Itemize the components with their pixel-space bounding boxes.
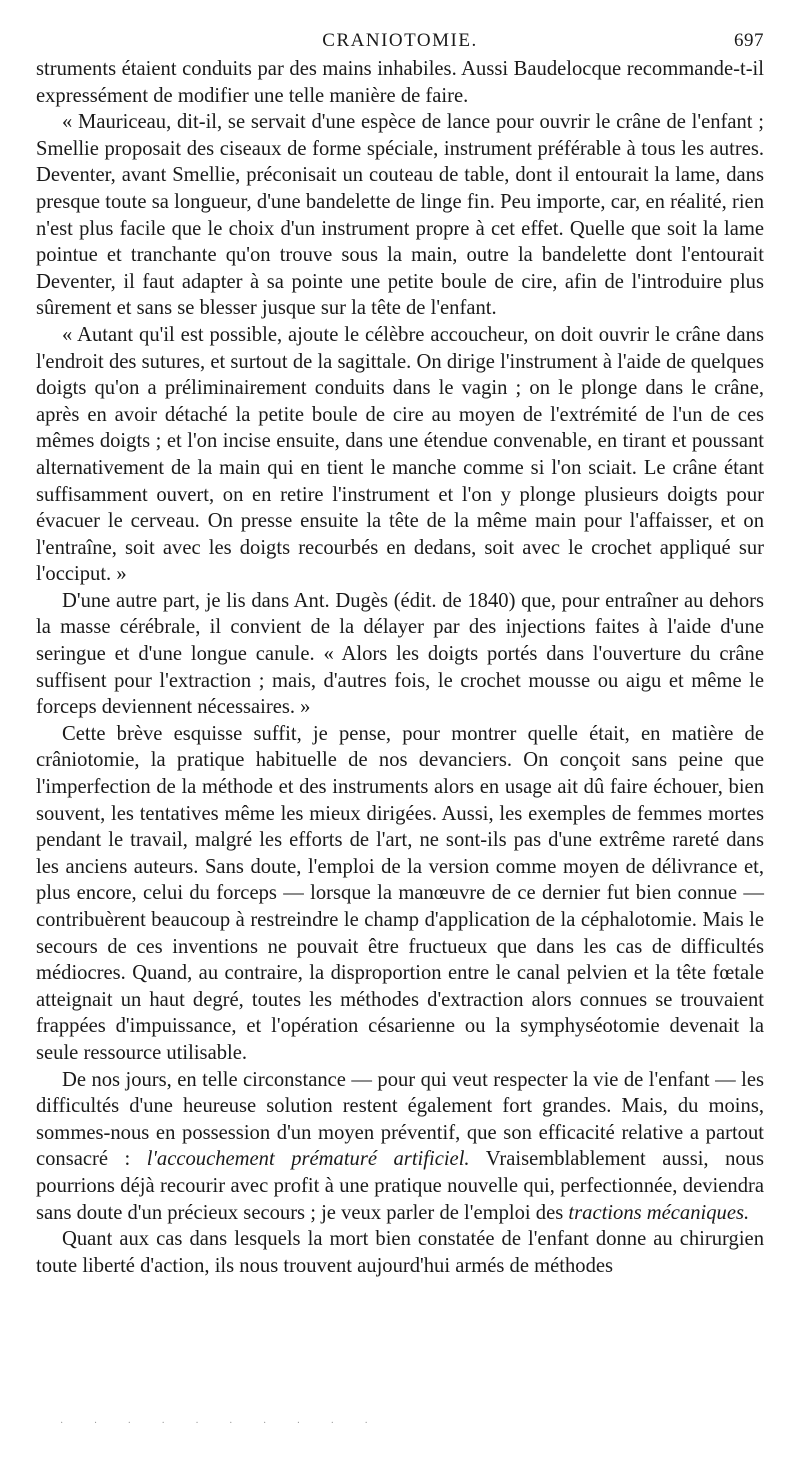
- paragraph: « Autant qu'il est possible, ajoute le célèbre accoucheur, on doit ouvrir le crâne dans l'endroit des sutures, et surtout de la sagittale. On dirige l'instrument à l'aide de quelques doigts qu'on a préliminairement conduits dans le vagin ; on le plonge dans le crâne, après en avoir détaché la petite boule de cire au moyen de l'extrémité de l'un de ces mêmes doigts ; et l'on incise ensuite, dans une étendue convenable, en tirant et poussant alternativement de la main qui en tient le manche comme si l'on sciait. Le crâne étant suffisamment ouvert, on en retire l'instrument et l'on y plonge plusieurs doigts pour évacuer le cerveau. On presse ensuite la tête de la même main pour l'affaisser, et on l'entraîne, soit avec les doigts recourbés en dedans, soit avec le crochet appliqué sur l'occiput. »: [36, 323, 764, 586]
- page-number: 697: [734, 30, 764, 51]
- print-specks: · · · · · · · · · ·: [60, 1418, 382, 1429]
- italic-term: l'accouchement prématuré artificiel.: [146, 1148, 470, 1171]
- italic-term: tractions mécaniques.: [568, 1201, 750, 1224]
- body-text: [36, 56, 764, 1279]
- paragraph: Cette brève esquisse suffit, je pense, pour montrer quelle était, en matière de crâniotomie, la pratique habituelle de nos devanciers. On conçoit sans peine que l'imperfection de la méthode et des instruments alors en usage ait dû faire échouer, bien souvent, les tentatives même les mieux dirigées. Aussi, les exemples de femmes mortes pendant le travail, malgré les efforts de l'art, ne sont-ils pas d'une extrême rareté dans les anciens auteurs. Sans doute, l'emploi de la version comme moyen de délivrance et, plus encore, celui du forceps — lorsque la manœuvre de ce dernier fut bien connue — contribuèrent beaucoup à restreindre le champ d'application de la céphalotomie. Mais le secours de ces inventions ne pouvait être fructueux que dans les cas de difficultés médiocres. Quand, au contraire, la disproportion entre le canal pelvien et la tête fœtale atteignait un haut degré, toutes les méthodes d'extraction alors connues se trouvaient frappées d'impuissance, et l'opération césarienne ou la symphyséotomie devenait la seule ressource utilisable.: [36, 722, 764, 1064]
- paragraph: « Mauriceau, dit-il, se servait d'une espèce de lance pour ouvrir le crâne de l'enfant ; Smellie proposait des ciseaux de forme spéciale, instrument préférable à tous les autres. Deventer, avant Smellie, préconisait un couteau de table, dont il entourait la lame, dans presque toute sa longueur, d'une bandelette de linge fin. Peu importe, car, en réalité, rien n'est plus facile que le choix d'un instrument propre à cet effet. Quelle que soit la lame pointue et tranchante qu'on trouve sous la main, outre la bandelette dont l'entourait Deventer, il faut adapter à sa pointe une petite boule de cire, afin de l'introduire plus sûrement et sans se blesser jusque sur la tête de l'enfant.: [36, 111, 764, 320]
- paragraph: D'une autre part, je lis dans Ant. Dugès (édit. de 1840) que, pour entraîner au dehors la masse cérébrale, il convient de la délayer par des injections faites à l'aide d'une seringue et d'une longue canule. « Alors les doigts portés dans l'ouverture du crâne suffisent pour l'extraction ; mais, d'autres fois, le crochet mousse ou aigu et même le forceps deviennent nécessaires. »: [36, 589, 764, 719]
- running-title: CRANIOTOMIE.: [322, 30, 478, 51]
- paragraph: De nos jours, en telle circonstance — pour qui veut respecter la vie de l'enfant — les difficultés d'une heureuse solution restent également fort grandes. Mais, du moins, sommes-nous en possession d'un moyen préventif, que son efficacité relative a partout consacré : l'accouchement prématuré artificiel. Vraisemblablement aussi, nous pourrions déjà recourir avec profit à une pratique nouvelle qui, perfectionnée, deviendra sans doute d'un précieux secours ; je veux parler de l'emploi des tractions mécaniques.: [36, 1068, 765, 1224]
- book-page: [36, 26, 764, 1279]
- paragraph: struments étaient conduits par des mains inhabiles. Aussi Baudelocque recommande-t-il expressément de modifier une telle manière de faire.: [36, 58, 764, 107]
- paragraph: Quant aux cas dans lesquels la mort bien constatée de l'enfant donne au chirurgien toute liberté d'action, ils nous trouvent aujourd'hui armés de méthodes: [36, 1228, 764, 1277]
- page-header: [36, 26, 764, 56]
